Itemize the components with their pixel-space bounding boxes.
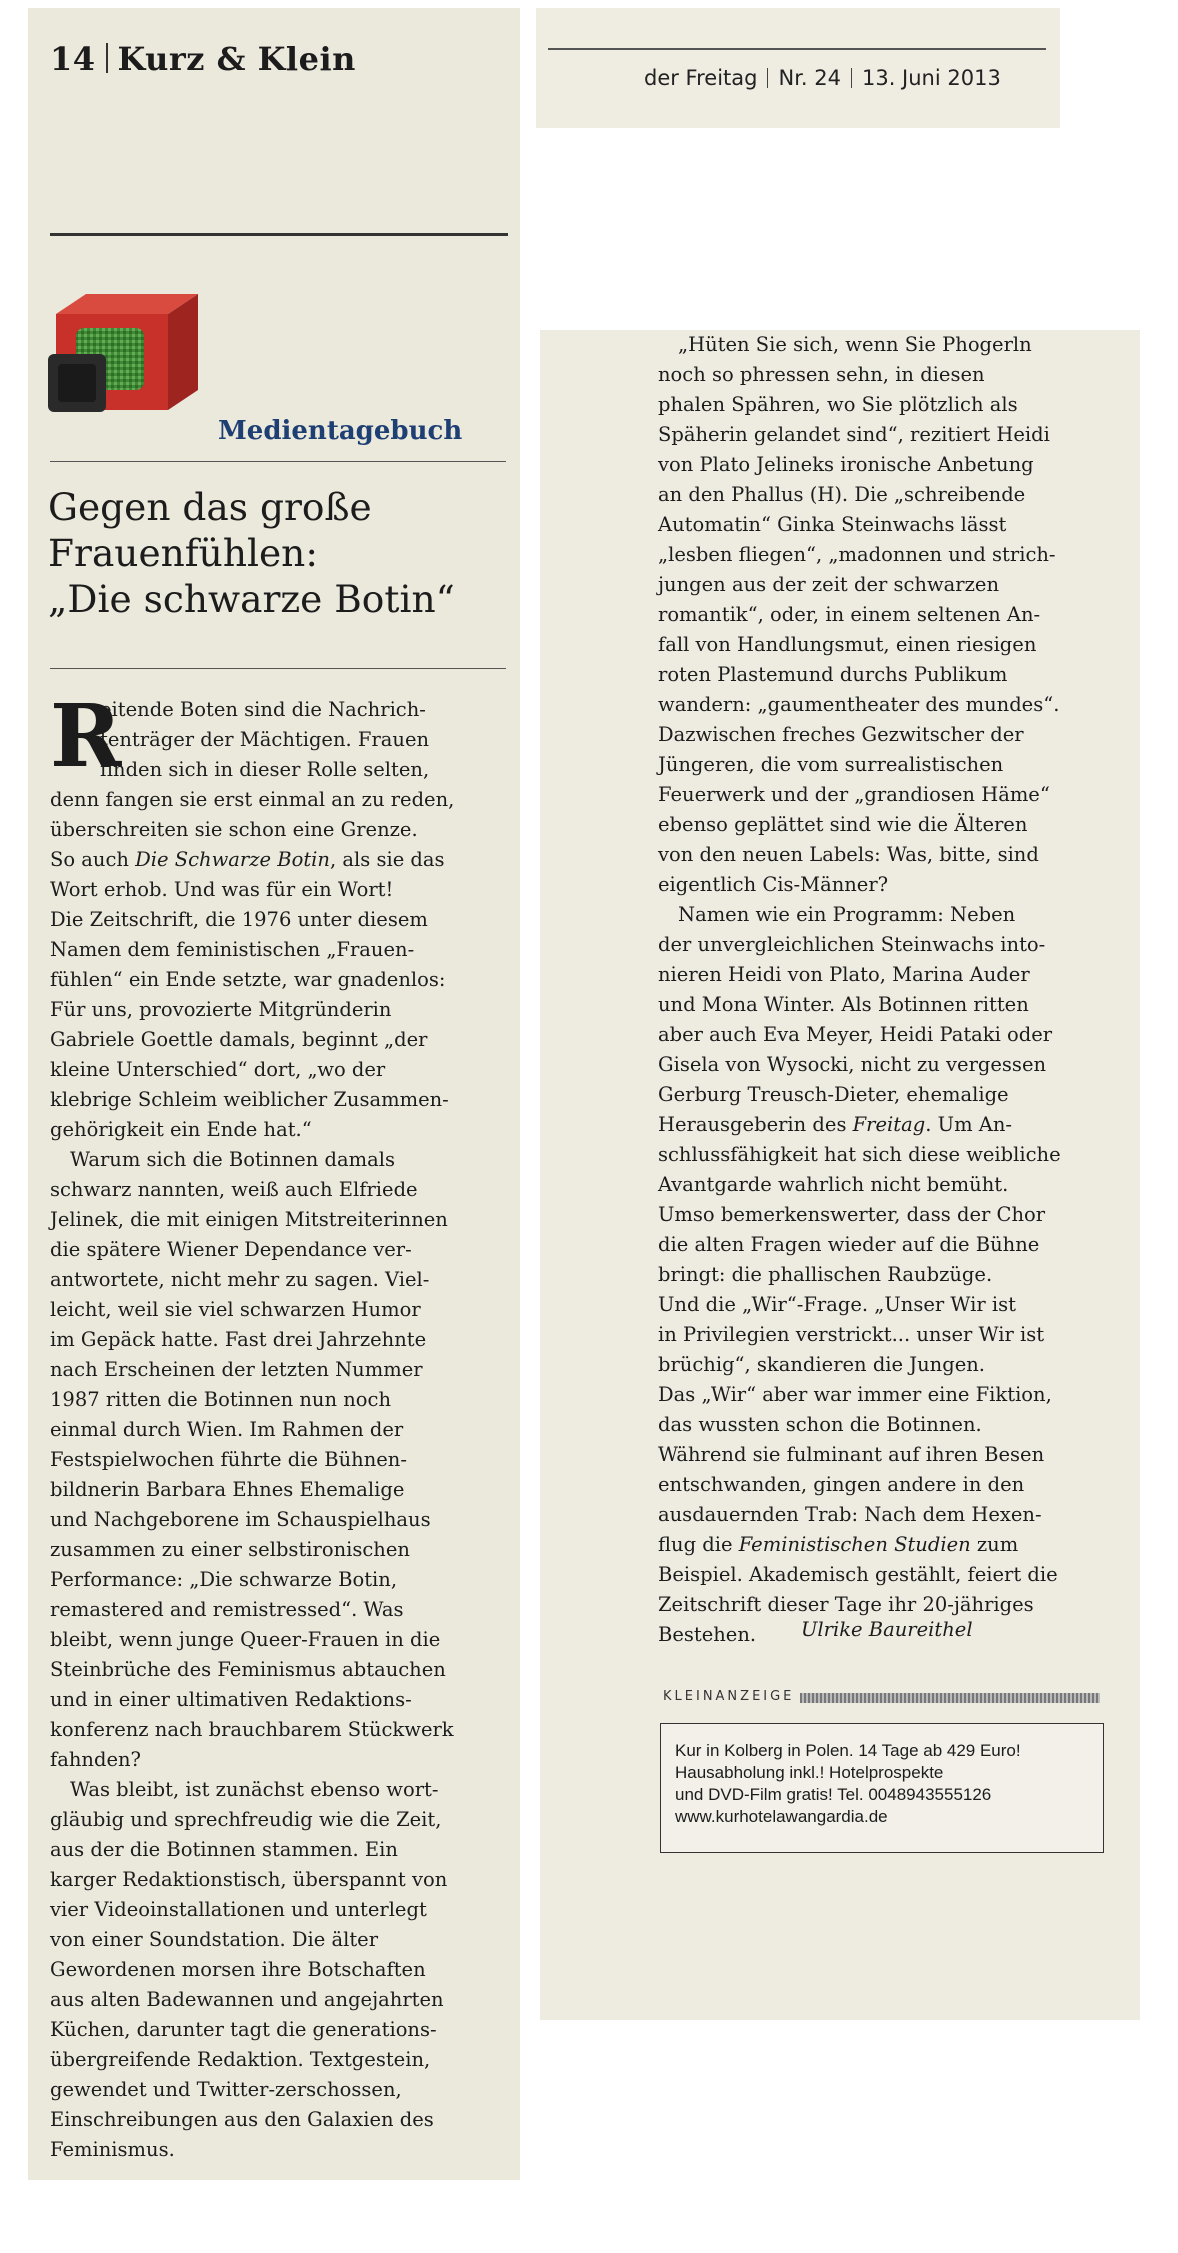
issue-number: Nr. 24: [778, 66, 841, 90]
text-line: ausdauernden Trab: Nach dem Hexen-: [658, 1503, 1042, 1526]
text-line: von den neuen Labels: Was, bitte, sind: [658, 843, 1039, 866]
text-line: Gabriele Goettle damals, beginnt „der: [50, 1028, 428, 1051]
text-line: Automatin“ Ginka Steinwachs lässt: [658, 513, 1007, 536]
text-line: und in einer ultimativen Redaktions-: [50, 1688, 412, 1711]
text-line: Avantgarde wahrlich nicht bemüht.: [658, 1173, 1009, 1196]
tv-logo-icon: [48, 292, 218, 432]
publication-name: der Freitag: [644, 66, 758, 90]
header-pipe: [851, 68, 852, 88]
text-line: romantik“, oder, in einem seltenen An-: [658, 603, 1041, 626]
article-column-right: [658, 330, 1118, 1650]
dropcap: R: [50, 686, 122, 787]
header-rule: [50, 233, 508, 236]
section-title: Kurz & Klein: [117, 40, 356, 78]
headline-line: Gegen das große: [48, 485, 372, 529]
text-line: einmal durch Wien. Im Rahmen der: [50, 1418, 404, 1441]
headline-rule: [50, 668, 506, 669]
text-line: Bestehen.: [658, 1623, 757, 1646]
headline-line: Frauenfühlen:: [48, 531, 318, 575]
text-line: fühlen“ ein Ende setzte, war gnadenlos:: [50, 968, 446, 991]
text-line: denn fangen sie erst einmal an zu reden,: [50, 788, 455, 811]
headline-line: „Die schwarze Botin“: [48, 577, 455, 621]
text-line: im Gepäck hatte. Fast drei Jahrzehnte: [50, 1328, 427, 1351]
text-line: aus der die Botinnen stammen. Ein: [50, 1838, 398, 1861]
rubric-label: Medientagebuch: [218, 416, 463, 446]
text-line: Feminismus.: [50, 2138, 175, 2161]
text-line: klebrige Schleim weiblicher Zusammen-: [50, 1088, 449, 1111]
classified-ad: [660, 1723, 1104, 1853]
text-line: Jüngeren, die vom surrealistischen: [658, 753, 1004, 776]
text-line: eitende Boten sind die Nachrich-: [100, 698, 426, 721]
author-name: Ulrike Baureithel: [801, 1618, 973, 1641]
text-line: Späherin gelandet sind“, rezitiert Heidi: [658, 423, 1050, 446]
left-clipping: [28, 8, 520, 2180]
text-line: roten Plastemund durchs Publikum: [658, 663, 1008, 686]
text-line: Herausgeberin des Freitag. Um An-: [658, 1113, 1012, 1136]
classified-label: KLEINANZEIGE: [663, 1689, 795, 1704]
text-line: Für uns, provozierte Mitgründerin: [50, 998, 392, 1021]
text-line: entschwanden, gingen andere in den: [658, 1473, 1025, 1496]
text-line: Namen dem feministischen „Frauen-: [50, 938, 415, 961]
header-separator: [106, 43, 108, 73]
text-line: Warum sich die Botinnen damals: [70, 1148, 395, 1171]
text-line: in Privilegien verstrickt... unser Wir ist: [658, 1323, 1045, 1346]
text-line: Das „Wir“ aber war immer eine Fiktion,: [658, 1383, 1052, 1406]
text-line: der unvergleichlichen Steinwachs into-: [658, 933, 1046, 956]
text-line: nieren Heidi von Plato, Marina Auder: [658, 963, 1030, 986]
text-line: Dazwischen freches Gezwitscher der: [658, 723, 1024, 746]
text-line: jungen aus der zeit der schwarzen: [658, 573, 1000, 596]
text-line: eigentlich Cis-Männer?: [658, 873, 889, 896]
text-line: zusammen zu einer selbstironischen: [50, 1538, 410, 1561]
text-line: bringt: die phallischen Raubzüge.: [658, 1263, 993, 1286]
text-line: die spätere Wiener Dependance ver-: [50, 1238, 412, 1261]
text-line: aber auch Eva Meyer, Heidi Pataki oder: [658, 1023, 1053, 1046]
text-line: Gisela von Wysocki, nicht zu vergessen: [658, 1053, 1047, 1076]
text-line: finden sich in dieser Rolle selten,: [100, 758, 430, 781]
text-line: Wort erhob. Und was für ein Wort!: [50, 878, 394, 901]
text-line: von Plato Jelineks ironische Anbetung: [658, 453, 1034, 476]
text-line: schwarz nannten, weiß auch Elfriede: [50, 1178, 418, 1201]
text-line: Zeitschrift dieser Tage ihr 20-jähriges: [658, 1593, 1034, 1616]
page-number: 14: [50, 40, 96, 78]
text-line: brüchig“, skandieren die Jungen.: [658, 1353, 985, 1376]
text-line: Was bleibt, ist zunächst ebenso wort-: [70, 1778, 439, 1801]
text-line: die alten Fragen wieder auf die Bühne: [658, 1233, 1040, 1256]
text-line: „lesben fliegen“, „madonnen und strich-: [658, 543, 1056, 566]
text-line: phalen Spähren, wo Sie plötzlich als: [658, 393, 1018, 416]
text-line: Steinbrüche des Feminismus abtauchen: [50, 1658, 446, 1681]
text-line: fall von Handlungsmut, einen riesigen: [658, 633, 1037, 656]
header-pipe: [767, 68, 768, 88]
text-line: an den Phallus (H). Die „schreibende: [658, 483, 1026, 506]
text-line: gläubig und sprechfreudig wie die Zeit,: [50, 1808, 442, 1831]
text-line: nach Erscheinen der letzten Nummer: [50, 1358, 423, 1381]
text-line: Jelinek, die mit einigen Mitstreiterinnen: [50, 1208, 448, 1231]
text-line: kleine Unterschied“ dort, „wo der: [50, 1058, 386, 1081]
text-line: aus alten Badewannen und angejahrten: [50, 1988, 444, 2011]
text-line: ebenso geplättet sind wie die Älteren: [658, 813, 1028, 836]
text-line: 1987 ritten die Botinnen nun noch: [50, 1388, 392, 1411]
publication-rule: [548, 48, 1046, 50]
text-line: tenträger der Mächtigen. Frauen: [100, 728, 430, 751]
text-line: Beispiel. Akademisch gestählt, feiert die: [658, 1563, 1058, 1586]
text-line: Festspielwochen führte die Bühnen-: [50, 1448, 407, 1471]
text-line: Und die „Wir“-Frage. „Unser Wir ist: [658, 1293, 1016, 1316]
text-line: bildnerin Barbara Ehnes Ehemalige: [50, 1478, 405, 1501]
text-line: karger Redaktionstisch, überspannt von: [50, 1868, 448, 1891]
ad-line: und DVD-Film gratis! Tel. 0048943555126: [675, 1785, 992, 1804]
text-line: konferenz nach brauchbarem Stückwerk: [50, 1718, 454, 1741]
text-line: leicht, weil sie viel schwarzen Humor: [50, 1298, 421, 1321]
text-line: Gerburg Treusch-Dieter, ehemalige: [658, 1083, 1009, 1106]
text-line: wandern: „gaumentheater des mundes“.: [658, 693, 1060, 716]
text-line: Umso bemerkenswerter, dass der Chor: [658, 1203, 1046, 1226]
classified-bar: [800, 1693, 1100, 1703]
text-line: Feuerwerk und der „grandiosen Häme“: [658, 783, 1050, 806]
text-line: das wussten schon die Botinnen.: [658, 1413, 982, 1436]
text-line: Namen wie ein Programm: Neben: [678, 903, 1016, 926]
ad-line: Hausabholung inkl.! Hotelprospekte: [675, 1763, 944, 1782]
text-line: antwortete, nicht mehr zu sagen. Viel-: [50, 1268, 430, 1291]
right-clipping: [540, 330, 1140, 2020]
text-line: schlussfähigkeit hat sich diese weibliche: [658, 1143, 1061, 1166]
text-line: überschreiten sie schon eine Grenze.: [50, 818, 418, 841]
article-column-left: [50, 686, 520, 2165]
publication-line: [644, 66, 1001, 90]
rubric-rule: [50, 461, 506, 462]
issue-date: 13. Juni 2013: [861, 66, 1001, 90]
text-line: Einschreibungen aus den Galaxien des: [50, 2108, 434, 2131]
text-line: und Nachgeborene im Schauspielhaus: [50, 1508, 431, 1531]
text-line: Performance: „Die schwarze Botin,: [50, 1568, 398, 1591]
text-line: und Mona Winter. Als Botinnen ritten: [658, 993, 1029, 1016]
text-line: vier Videoinstallationen und unterlegt: [50, 1898, 427, 1921]
text-line: „Hüten Sie sich, wenn Sie Phogerln: [678, 333, 1032, 356]
text-line: Die Zeitschrift, die 1976 unter diesem: [50, 908, 428, 931]
right-header-clipping: [536, 8, 1060, 128]
text-line: flug die Feministischen Studien zum: [658, 1533, 1019, 1556]
text-line: remastered and remistressed“. Was: [50, 1598, 404, 1621]
text-line: gehörigkeit ein Ende hat.“: [50, 1118, 312, 1141]
article-headline: [48, 484, 508, 622]
ad-line: www.kurhotelawangardia.de: [675, 1807, 888, 1826]
text-line: Gewordenen morsen ihre Botschaften: [50, 1958, 426, 1981]
text-line: fahnden?: [50, 1748, 141, 1771]
page-header: [50, 40, 356, 78]
text-line: übergreifende Redaktion. Textgestein,: [50, 2048, 431, 2071]
text-line: bleibt, wenn junge Queer-Frauen in die: [50, 1628, 441, 1651]
text-line: So auch Die Schwarze Botin, als sie das: [50, 848, 445, 871]
text-line: Küchen, darunter tagt die generations-: [50, 2018, 437, 2041]
ad-line: Kur in Kolberg in Polen. 14 Tage ab 429 Euro!: [675, 1741, 1021, 1760]
text-line: noch so phressen sehn, in diesen: [658, 363, 985, 386]
text-line: gewendet und Twitter-zerschossen,: [50, 2078, 402, 2101]
text-line: Während sie fulminant auf ihren Besen: [658, 1443, 1045, 1466]
text-line: von einer Soundstation. Die älter: [50, 1928, 379, 1951]
